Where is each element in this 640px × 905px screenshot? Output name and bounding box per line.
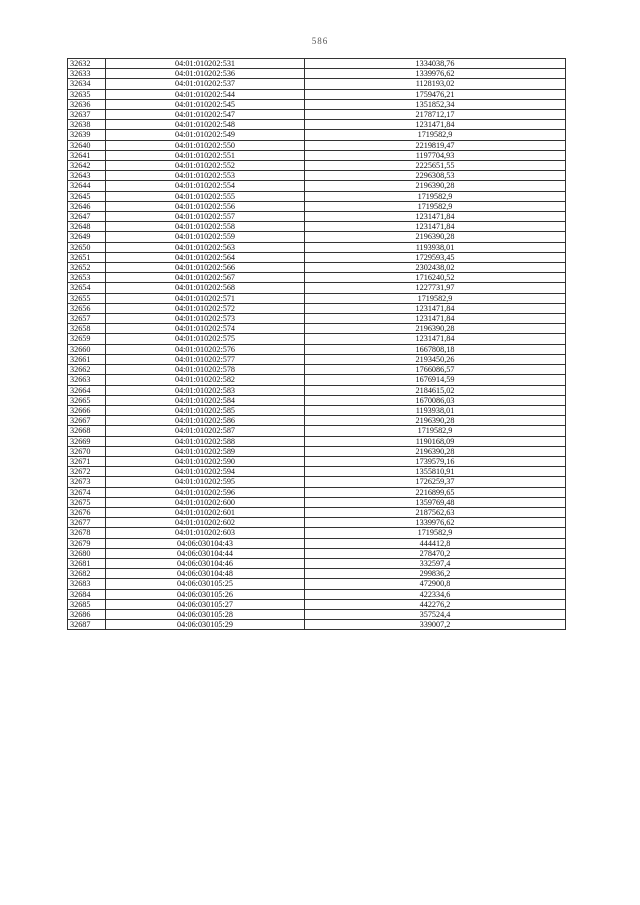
value-cell: 1667808,18 [305,344,566,354]
table-row [68,201,566,211]
table-row [68,140,566,150]
value-cell: 2187562,63 [305,507,566,517]
table-row [68,263,566,273]
table-row [68,446,566,456]
table-row [68,589,566,599]
table-row [68,89,566,99]
cadastral-number-cell: 04:01:010202:574 [106,324,305,334]
table-row [68,283,566,293]
value-cell: 1676914,59 [305,375,566,385]
table-row [68,99,566,109]
row-number-cell: 32687 [68,620,106,630]
value-cell: 422334,6 [305,589,566,599]
table-row [68,303,566,313]
cadastral-number-cell: 04:06:030105:25 [106,579,305,589]
cadastral-number-cell: 04:06:030105:29 [106,620,305,630]
table-row [68,436,566,446]
value-cell: 444412,8 [305,538,566,548]
value-cell: 1231471,84 [305,314,566,324]
table-row [68,416,566,426]
value-cell: 1719582,9 [305,293,566,303]
table-row [68,161,566,171]
row-number-cell: 32676 [68,507,106,517]
table-row [68,150,566,160]
row-number-cell: 32672 [68,467,106,477]
row-number-cell: 32663 [68,375,106,385]
row-number-cell: 32680 [68,548,106,558]
table-row [68,375,566,385]
row-number-cell: 32669 [68,436,106,446]
table-row [68,487,566,497]
table-row [68,579,566,589]
table-row [68,252,566,262]
value-cell: 2196390,28 [305,446,566,456]
cadastral-number-cell: 04:01:010202:577 [106,354,305,364]
value-cell: 1231471,84 [305,222,566,232]
cadastral-number-cell: 04:01:010202:557 [106,212,305,222]
row-number-cell: 32647 [68,212,106,222]
value-cell: 1739579,16 [305,456,566,466]
row-number-cell: 32642 [68,161,106,171]
value-cell: 1726259,37 [305,477,566,487]
value-cell: 1197704,93 [305,150,566,160]
table-row [68,365,566,375]
table-row [68,79,566,89]
row-number-cell: 32636 [68,99,106,109]
table-row [68,548,566,558]
cadastral-number-cell: 04:01:010202:595 [106,477,305,487]
cadastral-number-cell: 04:01:010202:563 [106,242,305,252]
value-cell: 2219819,47 [305,140,566,150]
value-cell: 1359769,48 [305,497,566,507]
row-number-cell: 32681 [68,558,106,568]
cadastral-number-cell: 04:01:010202:582 [106,375,305,385]
cadastral-number-cell: 04:01:010202:550 [106,140,305,150]
value-cell: 1719582,9 [305,130,566,140]
table-row [68,395,566,405]
row-number-cell: 32658 [68,324,106,334]
cadastral-number-cell: 04:01:010202:575 [106,334,305,344]
cadastral-number-cell: 04:01:010202:531 [106,59,305,69]
value-cell: 339007,2 [305,620,566,630]
value-cell: 472900,8 [305,579,566,589]
table-row [68,518,566,528]
cadastral-number-cell: 04:01:010202:552 [106,161,305,171]
table-row [68,120,566,130]
row-number-cell: 32685 [68,599,106,609]
cadastral-number-cell: 04:01:010202:576 [106,344,305,354]
row-number-cell: 32665 [68,395,106,405]
cadastral-number-cell: 04:01:010202:549 [106,130,305,140]
row-number-cell: 32640 [68,140,106,150]
value-cell: 2196390,28 [305,416,566,426]
value-cell: 2196390,28 [305,181,566,191]
table-row [68,538,566,548]
value-cell: 332597,4 [305,558,566,568]
table-row [68,477,566,487]
row-number-cell: 32671 [68,456,106,466]
value-cell: 1190168,09 [305,436,566,446]
table-row [68,609,566,619]
row-number-cell: 32661 [68,354,106,364]
row-number-cell: 32657 [68,314,106,324]
table-row [68,497,566,507]
row-number-cell: 32655 [68,293,106,303]
cadastral-number-cell: 04:01:010202:554 [106,181,305,191]
table-row [68,273,566,283]
table-row [68,528,566,538]
table-row [68,324,566,334]
cadastral-number-cell: 04:01:010202:596 [106,487,305,497]
table-row [68,191,566,201]
cadastral-number-cell: 04:01:010202:545 [106,99,305,109]
row-number-cell: 32652 [68,263,106,273]
value-cell: 1719582,9 [305,201,566,211]
value-cell: 1719582,9 [305,191,566,201]
row-number-cell: 32641 [68,150,106,160]
value-cell: 1759476,21 [305,89,566,99]
row-number-cell: 32650 [68,242,106,252]
cadastral-number-cell: 04:01:010202:536 [106,69,305,79]
table-row [68,242,566,252]
cadastral-number-cell: 04:01:010202:537 [106,79,305,89]
row-number-cell: 32633 [68,69,106,79]
value-cell: 442276,2 [305,599,566,609]
cadastral-number-cell: 04:01:010202:564 [106,252,305,262]
value-cell: 1729593,45 [305,252,566,262]
row-number-cell: 32644 [68,181,106,191]
cadastral-number-cell: 04:01:010202:568 [106,283,305,293]
value-cell: 1231471,84 [305,303,566,313]
value-cell: 1355810,91 [305,467,566,477]
value-cell: 299836,2 [305,569,566,579]
row-number-cell: 32670 [68,446,106,456]
cadastral-number-cell: 04:01:010202:544 [106,89,305,99]
cadastral-number-cell: 04:01:010202:586 [106,416,305,426]
cadastral-number-cell: 04:01:010202:558 [106,222,305,232]
cadastral-number-cell: 04:01:010202:578 [106,365,305,375]
value-cell: 2178712,17 [305,110,566,120]
cadastral-number-cell: 04:01:010202:587 [106,426,305,436]
cadastral-number-cell: 04:01:010202:600 [106,497,305,507]
cadastral-number-cell: 04:01:010202:556 [106,201,305,211]
cadastral-number-cell: 04:06:030104:46 [106,558,305,568]
cadastral-number-cell: 04:01:010202:551 [106,150,305,160]
value-cell: 278470,2 [305,548,566,558]
row-number-cell: 32668 [68,426,106,436]
table-row [68,507,566,517]
row-number-cell: 32683 [68,579,106,589]
row-number-cell: 32635 [68,89,106,99]
value-cell: 357524,4 [305,609,566,619]
cadastral-number-cell: 04:06:030104:43 [106,538,305,548]
table-row [68,558,566,568]
value-cell: 1670086,03 [305,395,566,405]
value-cell: 2196390,28 [305,232,566,242]
value-cell: 1351852,34 [305,99,566,109]
cadastral-number-cell: 04:01:010202:588 [106,436,305,446]
table-row [68,69,566,79]
cadastral-number-cell: 04:06:030105:28 [106,609,305,619]
cadastral-number-cell: 04:01:010202:603 [106,528,305,538]
table-row [68,232,566,242]
value-cell: 1193938,01 [305,405,566,415]
row-number-cell: 32684 [68,589,106,599]
value-cell: 1339976,62 [305,69,566,79]
value-cell: 2193450,26 [305,354,566,364]
registry-table [67,58,566,630]
cadastral-number-cell: 04:01:010202:584 [106,395,305,405]
value-cell: 1716240,52 [305,273,566,283]
table-row [68,426,566,436]
value-cell: 1231471,84 [305,212,566,222]
value-cell: 1231471,84 [305,120,566,130]
row-number-cell: 32673 [68,477,106,487]
value-cell: 2302438,02 [305,263,566,273]
row-number-cell: 32643 [68,171,106,181]
row-number-cell: 32678 [68,528,106,538]
row-number-cell: 32656 [68,303,106,313]
table-row [68,212,566,222]
cadastral-number-cell: 04:01:010202:572 [106,303,305,313]
cadastral-number-cell: 04:06:030105:27 [106,599,305,609]
cadastral-number-cell: 04:06:030104:48 [106,569,305,579]
table-row [68,314,566,324]
value-cell: 1719582,9 [305,426,566,436]
table-row [68,456,566,466]
row-number-cell: 32653 [68,273,106,283]
cadastral-number-cell: 04:01:010202:602 [106,518,305,528]
cadastral-number-cell: 04:06:030105:26 [106,589,305,599]
value-cell: 1227731,97 [305,283,566,293]
cadastral-number-cell: 04:01:010202:566 [106,263,305,273]
page-number: 586 [311,36,329,46]
row-number-cell: 32682 [68,569,106,579]
row-number-cell: 32667 [68,416,106,426]
row-number-cell: 32648 [68,222,106,232]
row-number-cell: 32651 [68,252,106,262]
table-row [68,569,566,579]
row-number-cell: 32639 [68,130,106,140]
table-row [68,222,566,232]
cadastral-number-cell: 04:01:010202:583 [106,385,305,395]
table-row [68,405,566,415]
value-cell: 1231471,84 [305,334,566,344]
cadastral-number-cell: 04:01:010202:594 [106,467,305,477]
row-number-cell: 32664 [68,385,106,395]
table-row [68,385,566,395]
row-number-cell: 32649 [68,232,106,242]
row-number-cell: 32674 [68,487,106,497]
table-row [68,354,566,364]
value-cell: 2184615,02 [305,385,566,395]
cadastral-number-cell: 04:01:010202:547 [106,110,305,120]
table-row [68,467,566,477]
table-row [68,620,566,630]
row-number-cell: 32660 [68,344,106,354]
table-row [68,293,566,303]
table-row [68,334,566,344]
row-number-cell: 32654 [68,283,106,293]
row-number-cell: 32638 [68,120,106,130]
value-cell: 2225651,55 [305,161,566,171]
value-cell: 1339976,62 [305,518,566,528]
table-row [68,110,566,120]
row-number-cell: 32659 [68,334,106,344]
table-row [68,59,566,69]
value-cell: 1334038,76 [305,59,566,69]
table-row [68,171,566,181]
value-cell: 2216899,65 [305,487,566,497]
row-number-cell: 32646 [68,201,106,211]
table-row [68,181,566,191]
table-row [68,130,566,140]
value-cell: 1128193,02 [305,79,566,89]
cadastral-number-cell: 04:01:010202:553 [106,171,305,181]
row-number-cell: 32677 [68,518,106,528]
value-cell: 2296308,53 [305,171,566,181]
cadastral-number-cell: 04:01:010202:573 [106,314,305,324]
value-cell: 1193938,01 [305,242,566,252]
cadastral-number-cell: 04:01:010202:559 [106,232,305,242]
row-number-cell: 32679 [68,538,106,548]
value-cell: 2196390,28 [305,324,566,334]
row-number-cell: 32686 [68,609,106,619]
value-cell: 1766086,57 [305,365,566,375]
cadastral-number-cell: 04:06:030104:44 [106,548,305,558]
cadastral-number-cell: 04:01:010202:548 [106,120,305,130]
registry-table-body [68,59,566,630]
cadastral-number-cell: 04:01:010202:555 [106,191,305,201]
table-row [68,599,566,609]
row-number-cell: 32666 [68,405,106,415]
row-number-cell: 32662 [68,365,106,375]
value-cell: 1719582,9 [305,528,566,538]
cadastral-number-cell: 04:01:010202:589 [106,446,305,456]
row-number-cell: 32645 [68,191,106,201]
cadastral-number-cell: 04:01:010202:590 [106,456,305,466]
row-number-cell: 32637 [68,110,106,120]
cadastral-number-cell: 04:01:010202:567 [106,273,305,283]
row-number-cell: 32634 [68,79,106,89]
row-number-cell: 32675 [68,497,106,507]
cadastral-number-cell: 04:01:010202:585 [106,405,305,415]
cadastral-number-cell: 04:01:010202:601 [106,507,305,517]
table-row [68,344,566,354]
row-number-cell: 32632 [68,59,106,69]
cadastral-number-cell: 04:01:010202:571 [106,293,305,303]
